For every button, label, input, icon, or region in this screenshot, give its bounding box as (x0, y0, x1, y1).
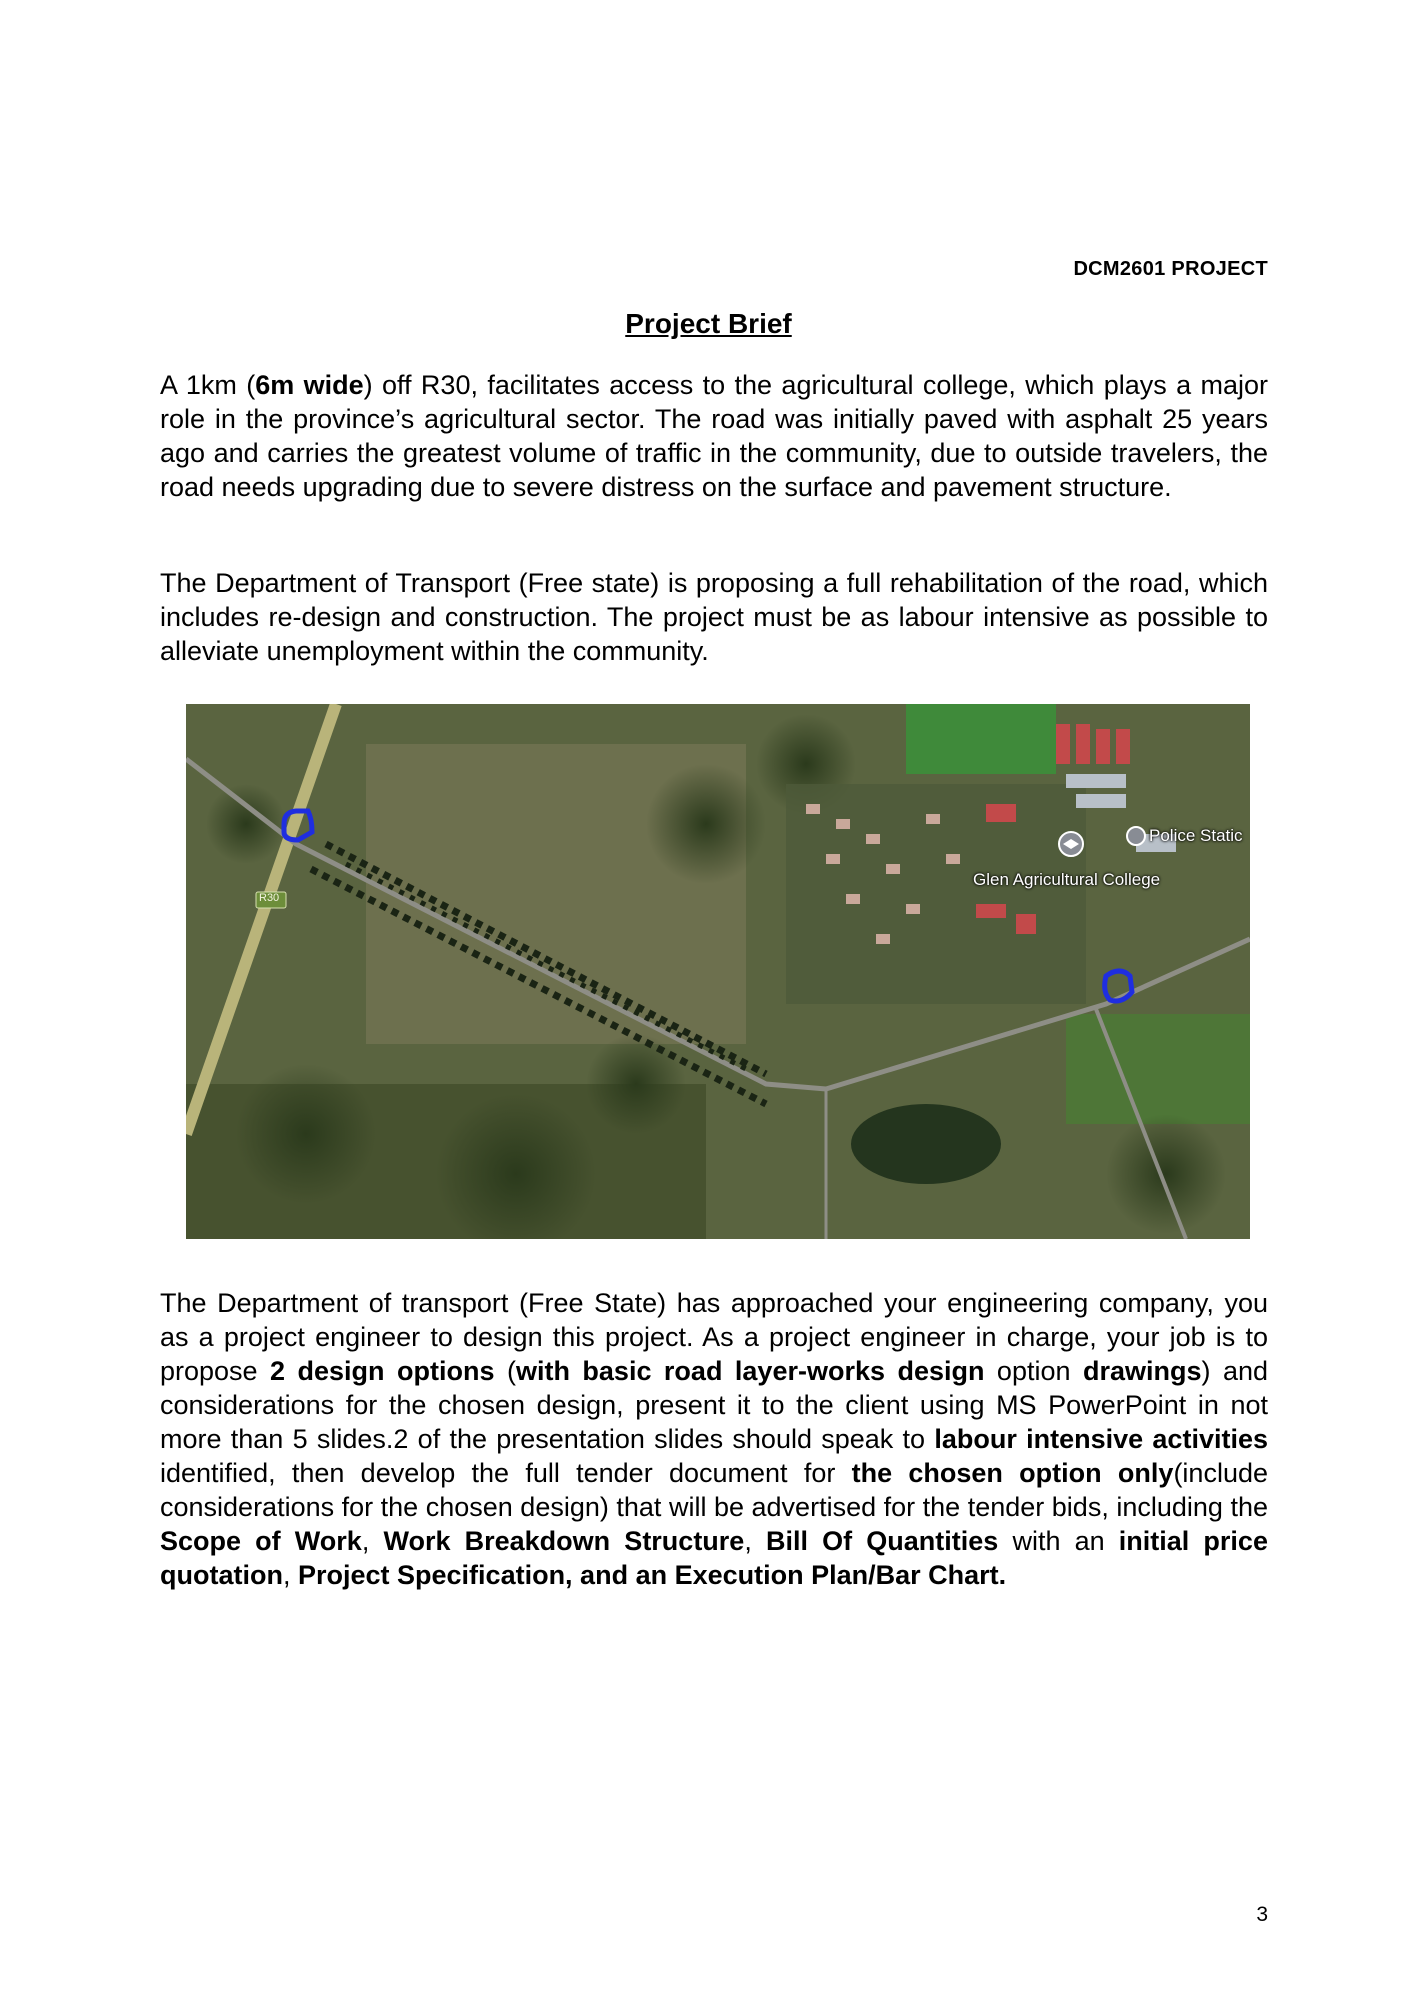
text-run: ) off R30, facilitates access to the agricultural college, which plays a major role in the province’s agricultural sector. The road was initially paved with asphalt 25 years ago and carries the greatest volume of traffic in the community, due to outside travelers, the road needs upgrading due to severe distress on the surface and pavement structure. (160, 370, 1268, 502)
college-label: Glen Agricultural College (973, 870, 1161, 889)
text-run: , (744, 1526, 766, 1556)
bush-cluster (646, 764, 766, 884)
bold-text-run: drawings (1082, 1356, 1202, 1386)
document-code: DCM2601 PROJECT (1073, 258, 1268, 280)
bold-text-run: with basic road layer-works design (515, 1356, 985, 1386)
sports-field (906, 704, 1056, 774)
text-run: The Department of Transport (Free state) is proposing a full rehabilitation of the road, which includes re-design and construction. The project must be as labour intensive as possible to alleviate unemployment within the community. (160, 568, 1268, 666)
bold-text-run: the chosen option only (851, 1458, 1174, 1488)
r30-label: R30 (259, 892, 280, 904)
text-run: option (984, 1356, 1083, 1386)
police-pin-icon (1127, 827, 1145, 845)
page-title: Project Brief (625, 308, 792, 339)
text-run: , (361, 1526, 384, 1556)
bold-text-run: Project Specification, and an Execution Plan/Bar Chart. (297, 1560, 1007, 1590)
dam (851, 1104, 1001, 1184)
text-run: with an (998, 1526, 1119, 1556)
bold-text-run: initial price quotation (160, 1526, 1268, 1590)
text-run: A 1km ( (160, 370, 256, 400)
bold-text-run: 2 design options (270, 1356, 495, 1386)
text-run: (include considerations for the chosen design) that will be advertised for the tender bids, including the (160, 1458, 1268, 1522)
paragraph-project-requirements (160, 1286, 1268, 1592)
bold-text-run: labour intensive activities (934, 1424, 1268, 1454)
page-number: 3 (1256, 1903, 1268, 1926)
bush-cluster (236, 1064, 376, 1204)
paragraph-road-description (160, 368, 1268, 504)
satellite-map-image (186, 704, 1250, 1239)
text-run: The Department of transport (Free State) has approached your engineering company, you as a project engineer to design this project. As a project engineer in charge, your job is to propose (160, 1288, 1268, 1386)
text-run: , (282, 1560, 298, 1590)
bush-cluster (586, 1034, 686, 1134)
bush-cluster (1106, 1114, 1226, 1234)
text-run: ) and considerations for the chosen design, present it to the client using MS PowerPoint in not more than 5 slides.2 of the presentation slides should speak to (160, 1356, 1269, 1454)
bold-text-run: Scope of Work (160, 1526, 362, 1556)
bold-text-run: 6m wide (255, 370, 364, 400)
green-field (1066, 1014, 1250, 1124)
bold-text-run: Bill Of Quantities (765, 1526, 999, 1556)
paragraph-rehabilitation-proposal (160, 566, 1268, 668)
police-station-label: Police Static (1149, 826, 1243, 845)
bold-text-run: Work Breakdown Structure (383, 1526, 745, 1556)
text-run: ( (494, 1356, 516, 1386)
text-run: identified, then develop the full tender document for (160, 1458, 852, 1488)
map-graphic (186, 704, 1250, 1239)
